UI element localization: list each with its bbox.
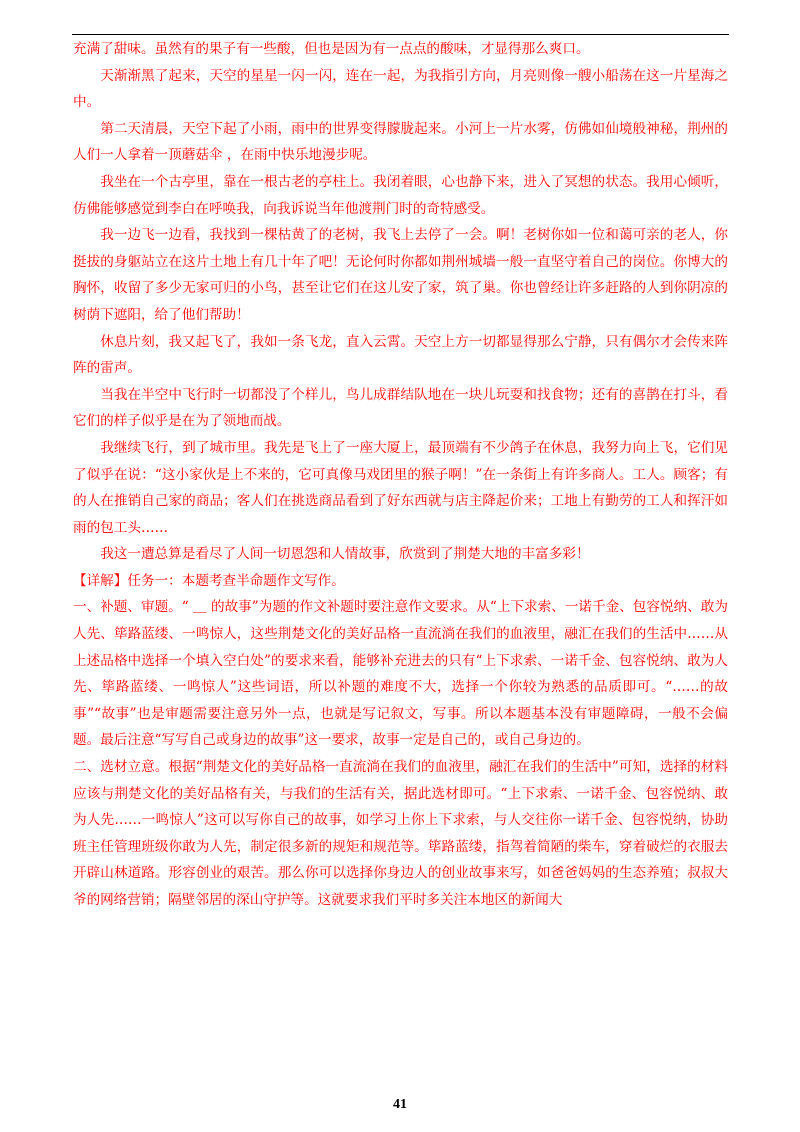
document-body	[73, 36, 728, 914]
paragraph: 我这一遭总算是看尽了人间一切恩怨和人情故事，欣赏到了荆楚大地的丰富多彩！	[100, 546, 590, 563]
paragraph: 我继续飞行，到了城市里。我先是飞上了一座大厦上，最顶端有不少鸽子在休息，我努力向上飞，它们见了似乎在说：“这小家伙是上不来的，它可真像马戏团里的猴子啊！”在一条街上有许多商人。工人。顾客；有的人在推销自己家的商品；客人们在挑选商品看到了好东西就与店主降起价来；工地上有勤劳的工人和挥汗如雨的包工头……	[73, 439, 728, 536]
paragraph: 我一边飞一边看，我找到一棵枯黄了的老树，我飞上去停了一会。啊！老树你如一位和蔼可亲的老人，你挺拔的身躯站立在这片土地上有几十年了吧！无论何时你都如荆州城墙一般一直坚守着自己的岗位。你博大的胸怀，收留了多少无家可归的小鸟，甚至让它们在这儿安了家，筑了巢。你也曾经让许多赶路的人到你阴凉的树荫下遮阳，给了他们帮助！	[73, 227, 728, 323]
paragraph: 天渐渐黑了起来，天空的星星一闪一闪，连在一起，为我指引方向，月亮则像一艘小船荡在这一片星海之中。	[73, 67, 728, 111]
paragraph: 充满了甜味。虽然有的果子有一些酸，但也是因为有一点点的酸味，才显得那么爽口。	[73, 41, 590, 57]
paragraph: 休息片刻，我又起飞了，我如一条飞龙，直入云霄。天空上方一切都显得那么宁静，只有偶尔才会传来阵阵的雷声。	[73, 333, 728, 377]
analysis-paragraph: 一、补题、审题。“ ＿ 的故事”为题的作文补题时要注意作文要求。从“上下求索、一诺千金、包容悦纳、敢为人先、筚路蓝缕、一鸣惊人，这些荆楚文化的美好品格一直流淌在我们的血液里，融汇在我们的生活中……从上述品格中选择一个填入空白处”的要求来看，能够补充进去的只有“上下求索、一诺千金、包容悦纳、敢为人先、筚路蓝缕、一鸣惊人”这些词语，所以补题的难度不大，选择一个你较为熟悉的品质即可。“……的故事”“故事”也是审题需要注意另外一点，也就是写记叙文，写事。所以本题基本没有审题障碍，一般不会偏题。最后注意“写写自己或身边的故事”这一要求，故事一定是自己的，或自己身边的。	[73, 599, 728, 749]
analysis-heading: 【详解】任务一：本题考查半命题作文写作。	[73, 572, 345, 589]
page-number: 41	[393, 1097, 407, 1112]
header-rule	[72, 34, 729, 35]
paragraph: 我坐在一个古亭里，靠在一根古老的亭柱上。我闭着眼，心也静下来，进入了冥想的状态。我用心倾听，仿佛能够感觉到李白在呼唤我，向我诉说当年他渡荆门时的奇特感受。	[73, 173, 728, 217]
paragraph: 第二天清晨，天空下起了小雨，雨中的世界变得朦胧起来。小河上一片水雾，仿佛如仙境般神秘，荆州的人们一人拿着一顶蘑菇伞 ，在雨中快乐地漫步呢。	[73, 120, 728, 164]
analysis-paragraph: 二、选材立意。根据“荆楚文化的美好品格一直流淌在我们的血液里，融汇在我们的生活中”可知，选择的材料应该与荆楚文化的美好品格有关，与我们的生活有关，据此选材即可。“上下求索、一诺千金、包容悦纳、敢为人先……一鸣惊人”这可以写你自己的故事，如学习上你上下求索，与人交往你一诺千金、包容悦纳，协助班主任管理班级你敢为人先，制定很多新的规矩和规范等。筚路蓝缕，指驾着简陋的柴车，穿着破烂的衣服去开辟山林道路。形容创业的艰苦。那么你可以选择你身边人的创业故事来写，如爸爸妈妈的生态养殖；叔叔大爷的网络营销；隔壁邻居的深山守护等。这就要求我们平时多关注本地区的新闻大	[73, 759, 728, 908]
paragraph: 当我在半空中飞行时一切都没了个样儿，鸟儿成群结队地在一块儿玩耍和找食物；还有的喜鹊在打斗，看它们的样子似乎是在为了领地而战。	[73, 386, 728, 430]
